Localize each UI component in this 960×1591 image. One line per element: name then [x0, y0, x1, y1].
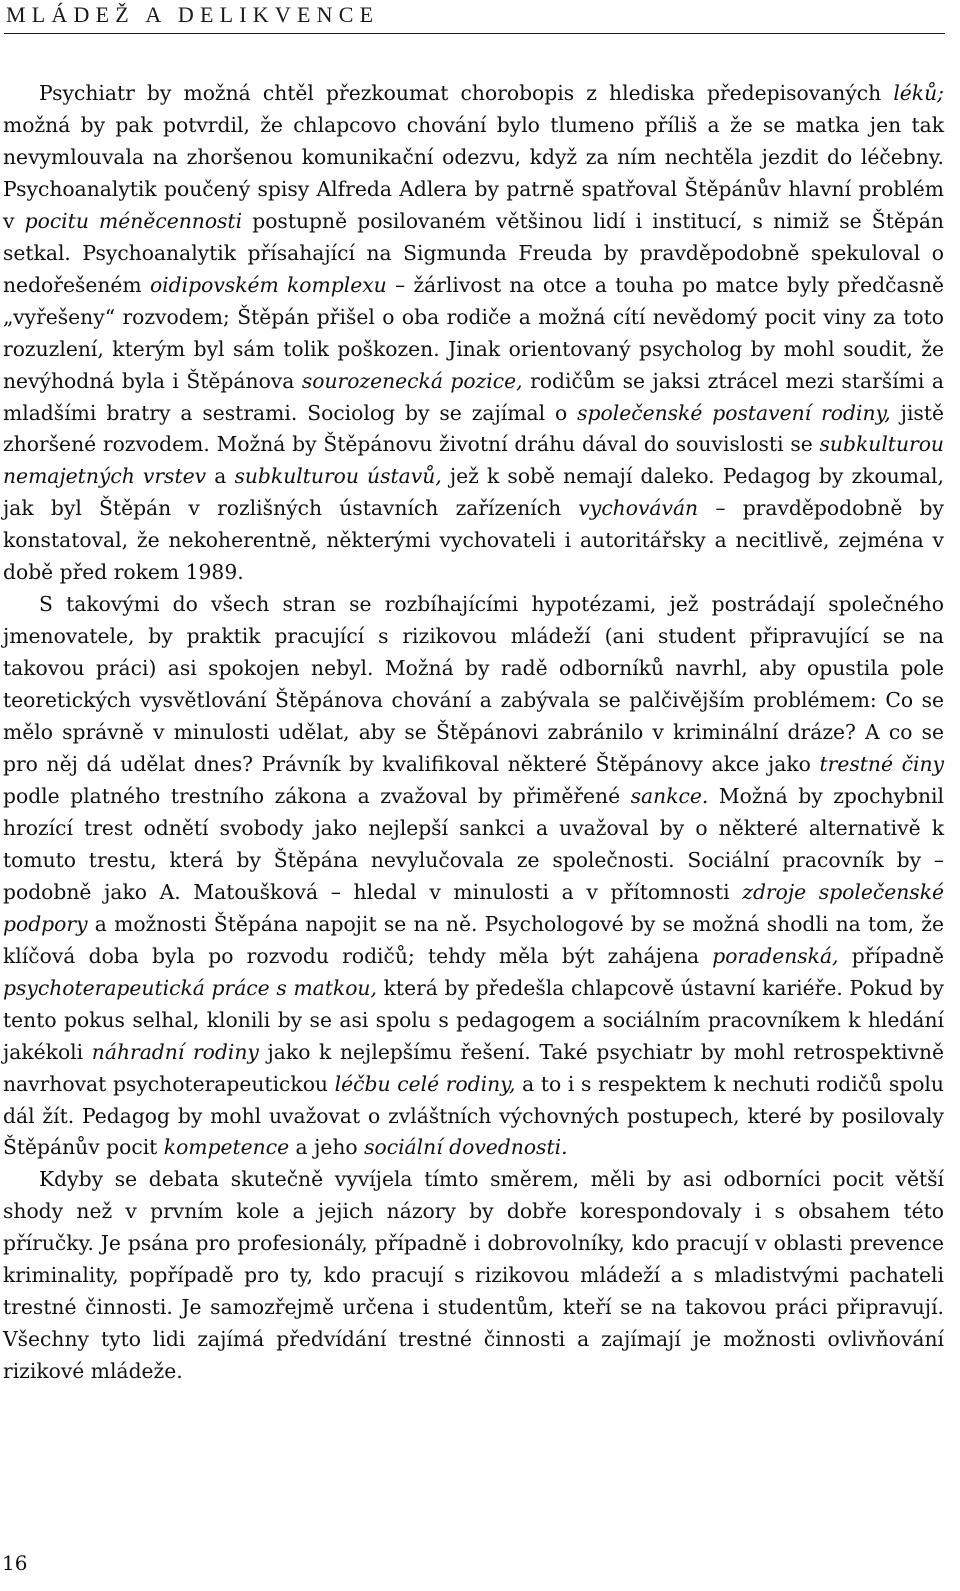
emphasis: společenské postavení rodiny,	[577, 400, 891, 425]
emphasis: vychováván	[578, 496, 699, 521]
emphasis: trestné činy	[819, 752, 944, 777]
text-run: podle platného trestního zákona a zvažoval by přiměřené	[3, 783, 631, 808]
running-head-title: MLÁDEŽ A DELIKVENCE	[6, 2, 380, 27]
text-run: jistě zhoršené rozvodem. Možná by Štěpánovu životní dráhu dával do souvislosti se	[3, 400, 944, 457]
emphasis: kompetence	[163, 1135, 290, 1160]
text-run: která by předešla chlapcově ústavní kariéře. Pokud by tento pokus selhal, klonili by se asi spolu s pedagogem a sociálním pracovníkem k hledání jakékoli	[3, 975, 944, 1064]
text-run: možná by pak potvrdil, že chlapcovo chování bylo tlumeno příliš a že se matka jen tak nevymlouvala na zhoršenou komunikační odezvu, když za ním nechtěla jezdit do léčebny. Psychoanalytik poučený spisy Alfreda Adlera by patrně spatřoval Štěpánův hlavní problém v	[3, 112, 944, 233]
page-number: 16	[2, 1551, 28, 1575]
text-run: případně	[838, 943, 944, 968]
emphasis: pocitu méněcennosti	[24, 208, 243, 233]
text-run: jako k nejlepšímu řešení. Také psychiatr by mohl retrospektivně navrhovat psychoterapeutickou	[3, 1039, 945, 1096]
text-run: – žárlivost na otce a touha po matce byly předčasně „vyřešeny“ rozvodem; Štěpán přišel o oba rodiče a možná cítí nevědomý pocit viny za toto rozuzlení, kterým byl sám tolik poškozen. Jinak orientovaný psycholog by mohl soudit, že nevýhodná byla i Štěpánova	[3, 272, 945, 393]
paragraph-1	[3, 78, 944, 589]
text-run: a	[206, 464, 235, 489]
text-run: Možná by zpochybnil hrozící trest odnětí svobody jako nejlepší sankci a uvažoval by o některé alternativě k tomuto trestu, která by Štěpána nevylučovala ze společnosti. Sociální pracovník by – podobně jako A. Matoušková – hledal v minulosti a v přítomnosti	[3, 783, 944, 904]
text-run: S takovými do všech stran se rozbíhajícími hypotézami, jež postrádají společného jmenovatele, by praktik pracující s rizikovou mládeží (ani student připravující se na takovou práci) asi spokojen nebyl. Možná by radě odborníků navrhl, aby opustila pole teoretických vysvětlování Štěpánova chování a zabývala se palčivějším problémem: Co se mělo správně v minulosti udělat, aby se Štěpánovi zabránilo v kriminální dráze? A co se pro něj dá udělat dnes? Právník by kvalifikoval některé Štěpánovy akce jako	[3, 592, 944, 777]
text-run: a to i s respektem k nechuti rodičů spolu dál žít. Pedagog by mohl uvažovat o zvláštních výchovných postupech, které by posilovaly Štěpánův pocit	[3, 1071, 944, 1160]
header-rule	[4, 33, 945, 34]
text-run: Psychiatr by možná chtěl přezkoumat chorobopis z hlediska předepisovaných	[39, 81, 894, 105]
text-run: – pravděpodobně by konstatoval, že nekoherentně, některými vychovateli i autoritářsky a necitlivě, zejména v době před rokem 1989.	[3, 496, 944, 585]
paragraph-2	[3, 589, 944, 1164]
emphasis: sankce.	[630, 783, 709, 808]
emphasis: oidipovském komplexu	[149, 272, 387, 297]
text-run: rodičům se jaksi ztrácel mezi staršími a mladšími bratry a sestrami. Sociolog by se zajímal o	[3, 368, 944, 425]
emphasis: léků;	[893, 81, 944, 105]
text-run: jež k sobě nemají daleko. Pedagog by zkoumal, jak byl Štěpán v rozlišných ústavních zařízeních	[3, 464, 944, 521]
emphasis: zdroje společenské podpory	[3, 879, 944, 936]
text-run: Kdyby se debata skutečně vyvíjela tímto směrem, měli by asi odborníci pocit větší shody než v prvním kole a jejich názory by dobře korespondovaly i s obsahem této příručky. Je psána pro profesionály, případně i dobrovolníky, kdo pracují v oblasti prevence kriminality, popřípadě pro ty, kdo pracují s rizikovou mládeží a s mladistvými pachateli trestné činnosti. Je samozřejmě určena i studentům, kteří se na takovou práci připravují. Všechny tyto lidi zajímá předvídání trestné činnosti a zajímají je možnosti ovlivňování rizikové mládeže.	[3, 1167, 944, 1384]
body-text	[3, 78, 944, 1388]
paragraph-3	[3, 1164, 944, 1388]
text-run: a možnosti Štěpána napojit se na ně. Psychologové by se možná shodli na tom, že klíčová doba byla po rozvodu rodičů; tehdy měla být zahájena	[3, 911, 944, 968]
emphasis: léčbu celé rodiny,	[334, 1071, 516, 1096]
emphasis: psychoterapeutická práce s matkou,	[3, 975, 377, 1000]
emphasis: náhradní rodiny	[91, 1039, 259, 1064]
emphasis: sociální dovednosti.	[364, 1135, 568, 1160]
emphasis: subkulturou nemajetných vrstev	[3, 432, 944, 489]
emphasis: subkulturou ústavů,	[234, 464, 442, 489]
emphasis: poradenská,	[712, 943, 839, 968]
emphasis: sourozenecká pozice,	[301, 368, 523, 393]
text-run: postupně posilovaném většinou lidí i institucí, s nimiž se Štěpán setkal. Psychoanalytik přísahající na Sigmunda Freuda by pravděpodobně spekuloval o nedořešeném	[3, 208, 944, 297]
text-run: a jeho	[289, 1135, 365, 1160]
